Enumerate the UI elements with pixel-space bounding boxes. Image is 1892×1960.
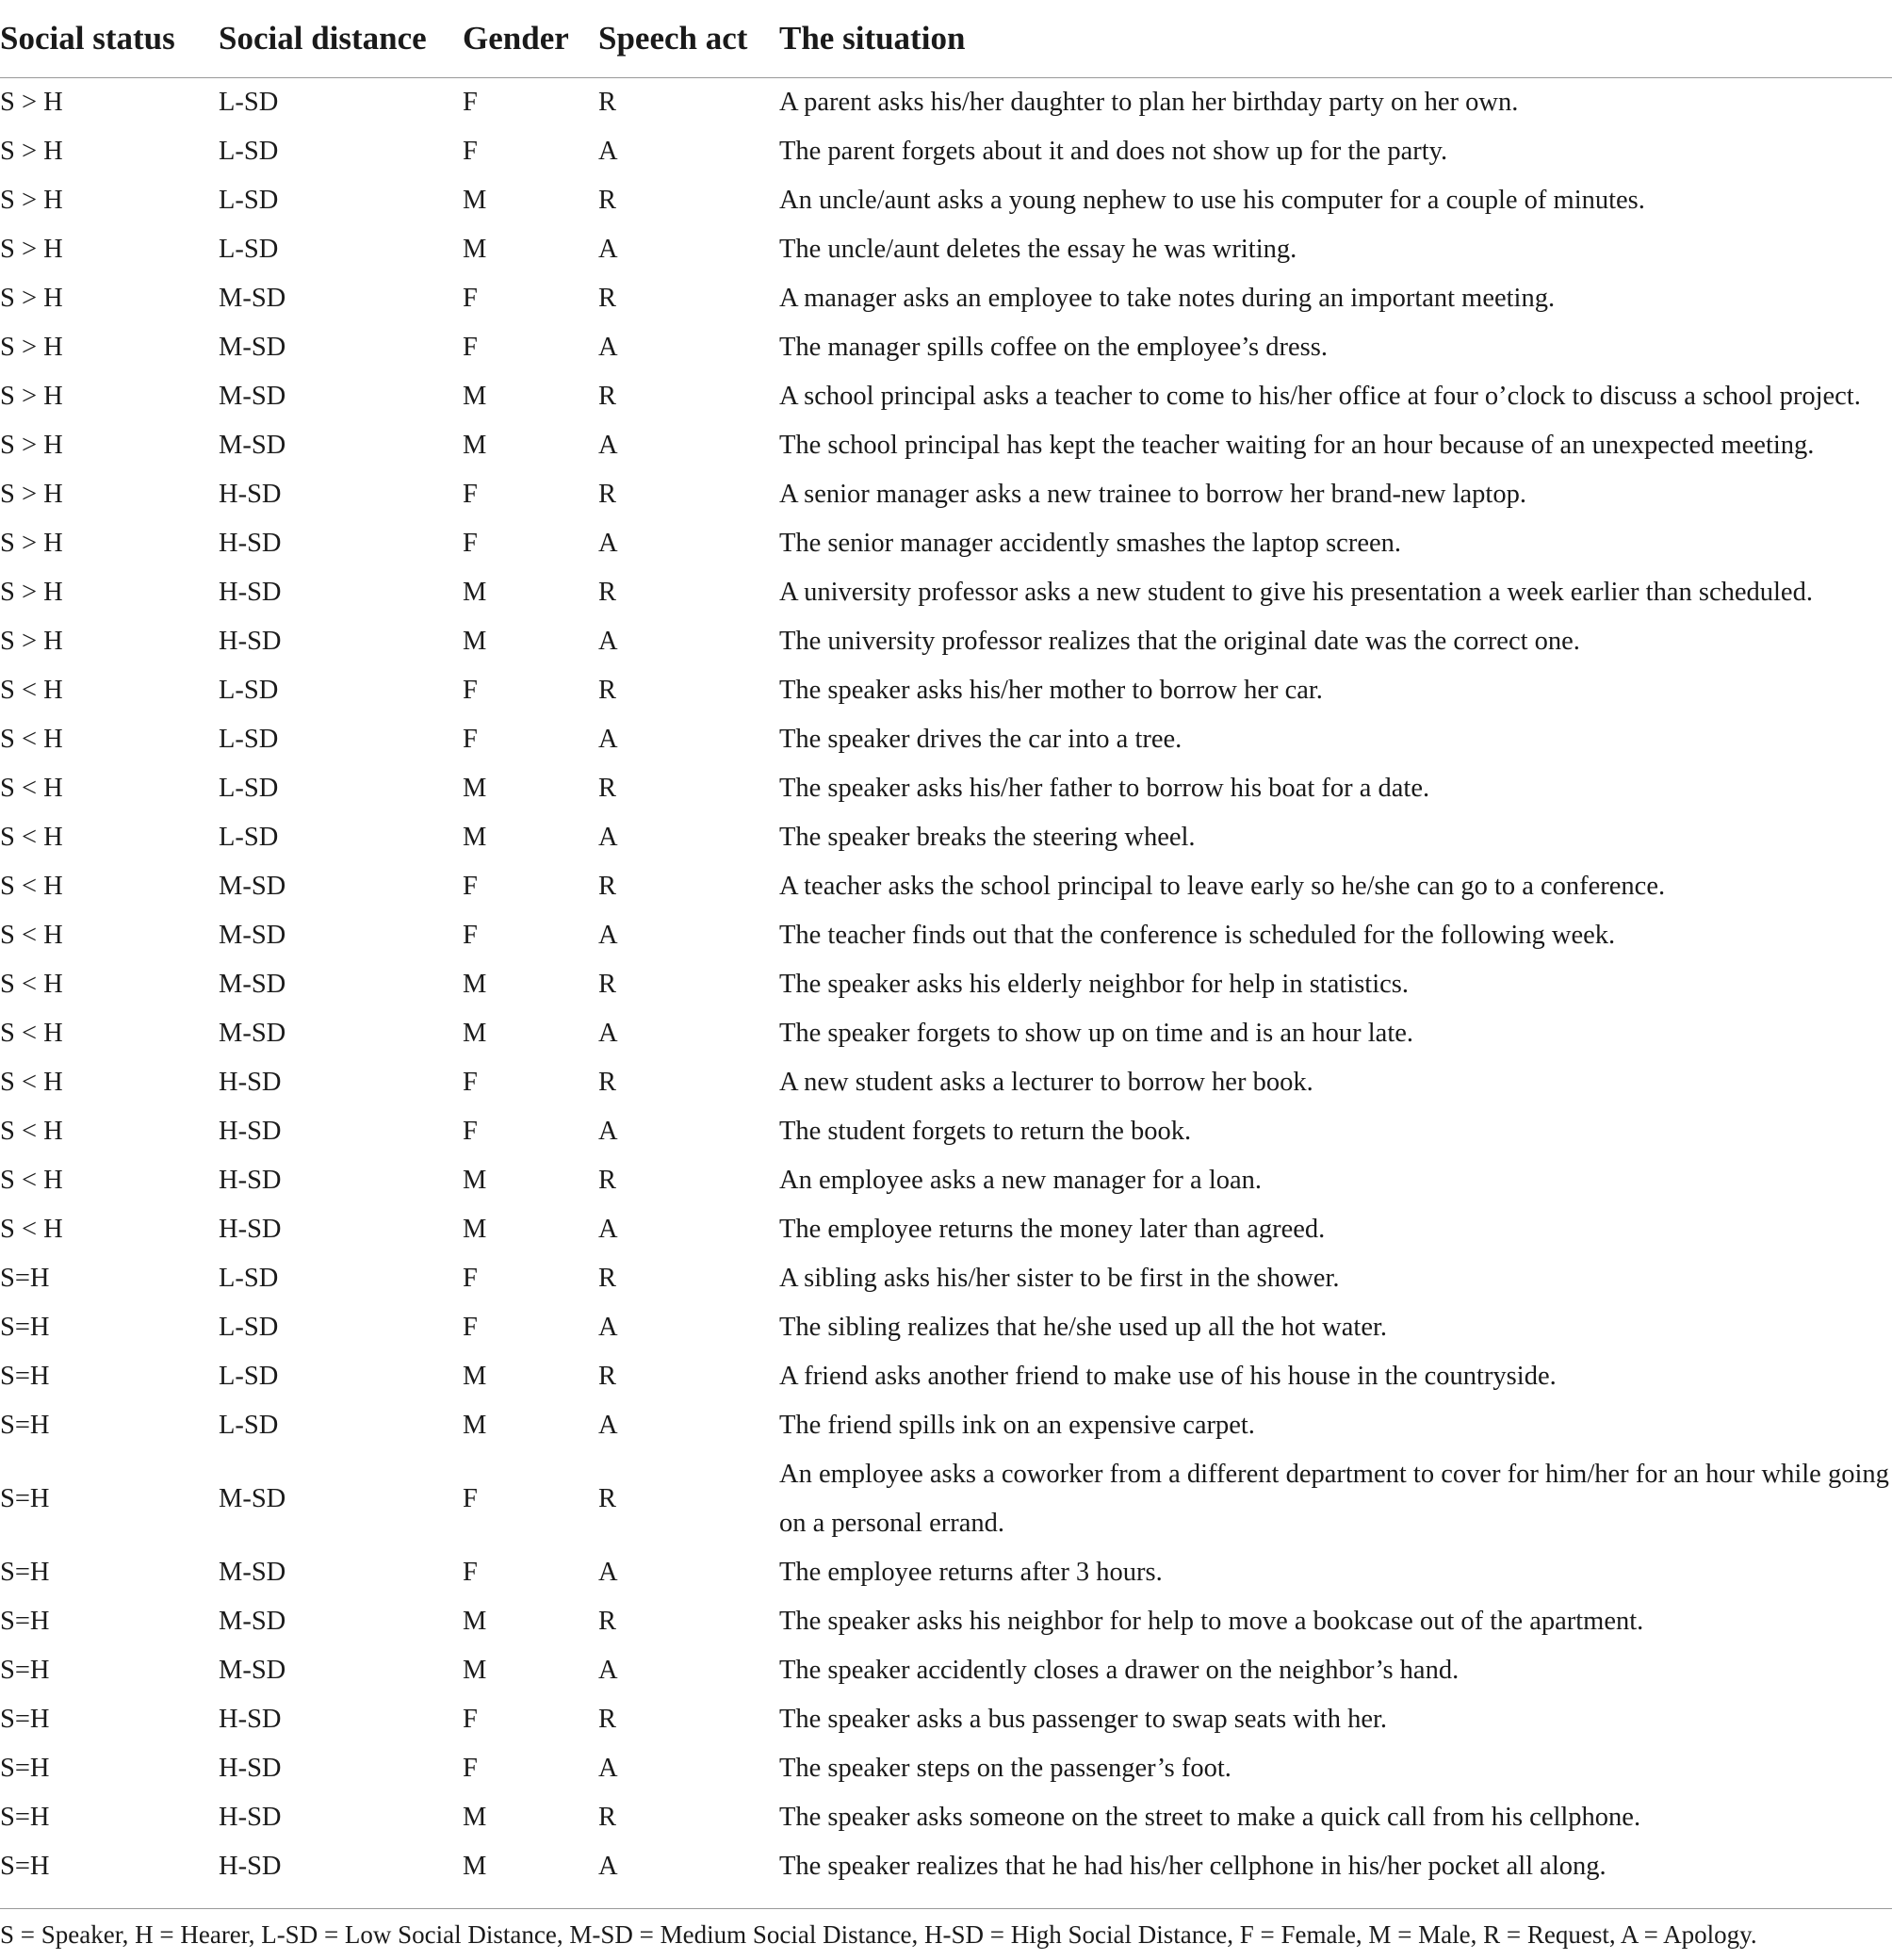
cell-social-status: S < H [0, 1117, 63, 1146]
cell-speech-act: R [598, 1705, 617, 1734]
cell-social-status: S < H [0, 1068, 63, 1097]
cell-speech-act: R [598, 970, 617, 999]
cell-situation: A friend asks another friend to make use of his house in the countryside. [779, 1362, 1557, 1391]
cell-gender: M [463, 1215, 487, 1244]
cell-social-status: S > H [0, 284, 63, 313]
table-footnote: S = Speaker, H = Hearer, L-SD = Low Social Distance, M-SD = Medium Social Distance, H-SD = High Social Distance, F = Female, M = Male, R = Request, A = Apology. [0, 1920, 1757, 1949]
cell-social-distance: L-SD [219, 1362, 279, 1391]
cell-social-status: S > H [0, 627, 63, 656]
cell-situation: The speaker asks his neighbor for help to move a bookcase out of the apartment. [779, 1607, 1644, 1636]
table-row [0, 421, 1892, 470]
cell-gender: F [463, 1068, 478, 1097]
cell-social-status: S > H [0, 137, 63, 166]
cell-speech-act: A [598, 1754, 618, 1783]
cell-social-distance: L-SD [219, 88, 279, 117]
cell-social-distance: L-SD [219, 1264, 279, 1293]
cell-gender: F [463, 725, 478, 754]
cell-speech-act: R [598, 1166, 617, 1195]
cell-speech-act: A [598, 137, 618, 166]
cell-situation: The speaker drives the car into a tree. [779, 725, 1182, 754]
table-row [0, 764, 1892, 813]
cell-gender: M [463, 1411, 487, 1440]
cell-social-distance: L-SD [219, 1313, 279, 1342]
cell-speech-act: R [598, 480, 617, 509]
cell-social-status: S > H [0, 88, 63, 117]
table-row [0, 225, 1892, 274]
cell-gender: F [463, 676, 478, 705]
table-row [0, 1058, 1892, 1107]
cell-speech-act: R [598, 676, 617, 705]
cell-situation: The speaker asks someone on the street to make a quick call from his cellphone. [779, 1803, 1641, 1832]
cell-situation: The friend spills ink on an expensive carpet. [779, 1411, 1255, 1440]
cell-social-status: S > H [0, 186, 63, 215]
cell-gender: M [463, 1019, 487, 1048]
cell-social-status: S=H [0, 1754, 50, 1783]
cell-social-distance: M-SD [219, 1607, 286, 1636]
cell-gender: F [463, 333, 478, 362]
cell-social-distance: H-SD [219, 1166, 282, 1195]
cell-speech-act: A [598, 1411, 618, 1440]
cell-situation: A senior manager asks a new trainee to borrow her brand-new laptop. [779, 480, 1526, 509]
cell-speech-act: R [598, 186, 617, 215]
table-row [0, 813, 1892, 862]
cell-gender: F [463, 872, 478, 901]
cell-situation: The speaker asks a bus passenger to swap seats with her. [779, 1705, 1388, 1734]
table-header [0, 0, 1892, 78]
table-row [0, 127, 1892, 176]
cell-speech-act: A [598, 725, 618, 754]
cell-gender: M [463, 1656, 487, 1685]
cell-situation: The employee returns the money later than agreed. [779, 1215, 1326, 1244]
cell-social-status: S < H [0, 676, 63, 705]
cell-social-distance: H-SD [219, 1215, 282, 1244]
header-situation: The situation [779, 0, 1892, 78]
cell-speech-act: A [598, 823, 618, 852]
cell-gender: M [463, 823, 487, 852]
cell-speech-act: R [598, 1607, 617, 1636]
table-row [0, 1107, 1892, 1156]
table-row [0, 568, 1892, 617]
cell-speech-act: R [598, 1803, 617, 1832]
table-row [0, 176, 1892, 225]
table-row [0, 862, 1892, 911]
table-row [0, 1842, 1892, 1891]
cell-social-status: S=H [0, 1411, 50, 1440]
table-row [0, 1009, 1892, 1058]
cell-gender: M [463, 431, 487, 460]
cell-situation: A school principal asks a teacher to come to his/her office at four o’clock to discuss a school project. [779, 382, 1861, 411]
cell-social-status: S=H [0, 1803, 50, 1832]
cell-speech-act: R [598, 382, 617, 411]
cell-gender: M [463, 186, 487, 215]
cell-social-distance: M-SD [219, 431, 286, 460]
cell-social-distance: M-SD [219, 333, 286, 362]
cell-speech-act: A [598, 1558, 618, 1587]
cell-social-distance: L-SD [219, 725, 279, 754]
table-row [0, 1450, 1892, 1548]
cell-situation: A new student asks a lecturer to borrow her book. [779, 1068, 1313, 1097]
cell-speech-act: A [598, 627, 618, 656]
cell-social-status: S < H [0, 725, 63, 754]
cell-social-status: S=H [0, 1852, 50, 1881]
cell-situation: The manager spills coffee on the employee’s dress. [779, 333, 1328, 362]
cell-gender: M [463, 1803, 487, 1832]
cell-social-status: S > H [0, 578, 63, 607]
cell-social-status: S=H [0, 1313, 50, 1342]
cell-gender: M [463, 1607, 487, 1636]
header-speech-act: Speech act [598, 0, 779, 78]
footer-rule [0, 1908, 1892, 1909]
cell-gender: M [463, 774, 487, 803]
table-row [0, 1352, 1892, 1401]
table-row [0, 1597, 1892, 1646]
cell-speech-act: A [598, 235, 618, 264]
cell-gender: F [463, 88, 478, 117]
cell-social-distance: M-SD [219, 1484, 286, 1513]
table-row [0, 1744, 1892, 1793]
cell-speech-act: A [598, 1215, 618, 1244]
cell-social-distance: H-SD [219, 1068, 282, 1097]
cell-speech-act: A [598, 333, 618, 362]
cell-gender: F [463, 1117, 478, 1146]
cell-social-status: S > H [0, 431, 63, 460]
cell-social-distance: L-SD [219, 823, 279, 852]
cell-social-status: S < H [0, 1215, 63, 1244]
cell-social-distance: M-SD [219, 921, 286, 950]
cell-situation: The uncle/aunt deletes the essay he was writing. [779, 235, 1297, 264]
cell-gender: F [463, 137, 478, 166]
cell-social-distance: M-SD [219, 872, 286, 901]
table-row [0, 666, 1892, 715]
cell-speech-act: A [598, 529, 618, 558]
table-row [0, 274, 1892, 323]
cell-social-status: S=H [0, 1705, 50, 1734]
cell-situation: The employee returns after 3 hours. [779, 1558, 1163, 1587]
header-social-distance: Social distance [219, 0, 463, 78]
cell-situation: The parent forgets about it and does not show up for the party. [779, 137, 1448, 166]
table-row [0, 470, 1892, 519]
cell-social-status: S > H [0, 529, 63, 558]
cell-social-distance: L-SD [219, 774, 279, 803]
cell-speech-act: R [598, 1362, 617, 1391]
cell-situation: The university professor realizes that the original date was the correct one. [779, 627, 1580, 656]
cell-social-status: S < H [0, 970, 63, 999]
cell-social-status: S > H [0, 235, 63, 264]
cell-social-status: S > H [0, 382, 63, 411]
table-row [0, 323, 1892, 372]
table-row [0, 1401, 1892, 1450]
cell-social-status: S=H [0, 1264, 50, 1293]
cell-speech-act: A [598, 921, 618, 950]
cell-speech-act: R [598, 578, 617, 607]
cell-situation: The speaker asks his elderly neighbor for help in statistics. [779, 970, 1409, 999]
table-row [0, 1548, 1892, 1597]
cell-social-distance: L-SD [219, 1411, 279, 1440]
table-row [0, 1793, 1892, 1842]
cell-speech-act: A [598, 1117, 618, 1146]
cell-gender: F [463, 921, 478, 950]
cell-gender: M [463, 970, 487, 999]
cell-social-status: S < H [0, 921, 63, 950]
cell-social-status: S=H [0, 1656, 50, 1685]
cell-social-status: S < H [0, 872, 63, 901]
cell-social-distance: M-SD [219, 970, 286, 999]
cell-situation: The speaker steps on the passenger’s foot. [779, 1754, 1231, 1783]
cell-situation: The school principal has kept the teacher waiting for an hour because of an unexpected meeting. [779, 431, 1815, 460]
cell-social-distance: H-SD [219, 627, 282, 656]
cell-gender: M [463, 1166, 487, 1195]
table-row [0, 372, 1892, 421]
cell-gender: M [463, 235, 487, 264]
table-row [0, 1205, 1892, 1254]
cell-speech-act: R [598, 88, 617, 117]
cell-situation: The speaker accidently closes a drawer on the neighbor’s hand. [779, 1656, 1460, 1685]
cell-gender: F [463, 1558, 478, 1587]
cell-social-distance: L-SD [219, 186, 279, 215]
table-row [0, 911, 1892, 960]
cell-speech-act: A [598, 1019, 618, 1048]
cell-speech-act: A [598, 1313, 618, 1342]
cell-social-status: S > H [0, 333, 63, 362]
cell-situation: A sibling asks his/her sister to be first in the shower. [779, 1264, 1340, 1293]
cell-social-distance: H-SD [219, 578, 282, 607]
cell-social-distance: H-SD [219, 1852, 282, 1881]
table-row [0, 617, 1892, 666]
cell-social-distance: M-SD [219, 284, 286, 313]
cell-situation: The speaker asks his/her mother to borrow her car. [779, 676, 1323, 705]
cell-situation: The student forgets to return the book. [779, 1117, 1192, 1146]
cell-social-status: S < H [0, 774, 63, 803]
cell-social-distance: H-SD [219, 1754, 282, 1783]
cell-speech-act: R [598, 1484, 617, 1513]
cell-social-distance: H-SD [219, 480, 282, 509]
cell-gender: F [463, 1484, 478, 1513]
cell-speech-act: R [598, 774, 617, 803]
cell-social-distance: L-SD [219, 137, 279, 166]
cell-social-distance: L-SD [219, 235, 279, 264]
cell-gender: F [463, 1754, 478, 1783]
cell-social-distance: H-SD [219, 529, 282, 558]
cell-situation: The speaker breaks the steering wheel. [779, 823, 1196, 852]
cell-situation: The teacher finds out that the conference is scheduled for the following week. [779, 921, 1616, 950]
cell-gender: F [463, 1705, 478, 1734]
cell-gender: F [463, 1313, 478, 1342]
table-row [0, 1303, 1892, 1352]
cell-situation: The senior manager accidently smashes the laptop screen. [779, 529, 1401, 558]
cell-speech-act: A [598, 1656, 618, 1685]
cell-social-distance: M-SD [219, 1656, 286, 1685]
table-row [0, 1156, 1892, 1205]
cell-situation: An employee asks a new manager for a loan. [779, 1166, 1263, 1195]
cell-social-status: S < H [0, 1166, 63, 1195]
cell-social-status: S=H [0, 1484, 50, 1513]
cell-social-distance: H-SD [219, 1705, 282, 1734]
cell-gender: F [463, 529, 478, 558]
cell-speech-act: R [598, 284, 617, 313]
cell-social-distance: H-SD [219, 1117, 282, 1146]
cell-gender: M [463, 1852, 487, 1881]
cell-situation: The speaker realizes that he had his/her cellphone in his/her pocket all along. [779, 1852, 1607, 1881]
cell-gender: F [463, 284, 478, 313]
cell-situation: A university professor asks a new student to give his presentation a week earlier than scheduled. [779, 578, 1813, 607]
cell-situation: A parent asks his/her daughter to plan her birthday party on her own. [779, 88, 1519, 117]
cell-social-status: S=H [0, 1558, 50, 1587]
cell-gender: F [463, 1264, 478, 1293]
cell-speech-act: A [598, 431, 618, 460]
cell-speech-act: R [598, 872, 617, 901]
cell-situation: The speaker forgets to show up on time and is an hour late. [779, 1019, 1414, 1048]
cell-social-status: S > H [0, 480, 63, 509]
cell-situation: An uncle/aunt asks a young nephew to use his computer for a couple of minutes. [779, 186, 1645, 215]
cell-social-distance: M-SD [219, 382, 286, 411]
cell-speech-act: A [598, 1852, 618, 1881]
cell-gender: M [463, 1362, 487, 1391]
cell-gender: M [463, 382, 487, 411]
cell-social-status: S < H [0, 1019, 63, 1048]
cell-social-distance: M-SD [219, 1558, 286, 1587]
header-social-status: Social status [0, 0, 219, 78]
table-row [0, 1254, 1892, 1303]
table-row [0, 519, 1892, 568]
table-row [0, 715, 1892, 764]
table-body [0, 78, 1892, 1892]
table-row [0, 960, 1892, 1009]
cell-social-status: S < H [0, 823, 63, 852]
table-row [0, 78, 1892, 128]
cell-social-distance: M-SD [219, 1019, 286, 1048]
cell-social-status: S=H [0, 1607, 50, 1636]
header-row [0, 0, 1892, 78]
cell-speech-act: R [598, 1264, 617, 1293]
cell-gender: M [463, 627, 487, 656]
header-gender: Gender [463, 0, 598, 78]
cell-situation: The speaker asks his/her father to borrow his boat for a date. [779, 774, 1430, 803]
cell-situation: A teacher asks the school principal to leave early so he/she can go to a conference. [779, 872, 1666, 901]
cell-gender: F [463, 480, 478, 509]
cell-situation: The sibling realizes that he/she used up all the hot water. [779, 1313, 1388, 1342]
table-row [0, 1695, 1892, 1744]
table-row [0, 1646, 1892, 1695]
cell-situation: A manager asks an employee to take notes during an important meeting. [779, 284, 1556, 313]
cell-social-status: S=H [0, 1362, 50, 1391]
cell-gender: M [463, 578, 487, 607]
cell-speech-act: R [598, 1068, 617, 1097]
cell-social-distance: H-SD [219, 1803, 282, 1832]
cell-situation: An employee asks a coworker from a different department to cover for him/her for an hour while going on a personal errand. [779, 1460, 1889, 1538]
cell-social-distance: L-SD [219, 676, 279, 705]
